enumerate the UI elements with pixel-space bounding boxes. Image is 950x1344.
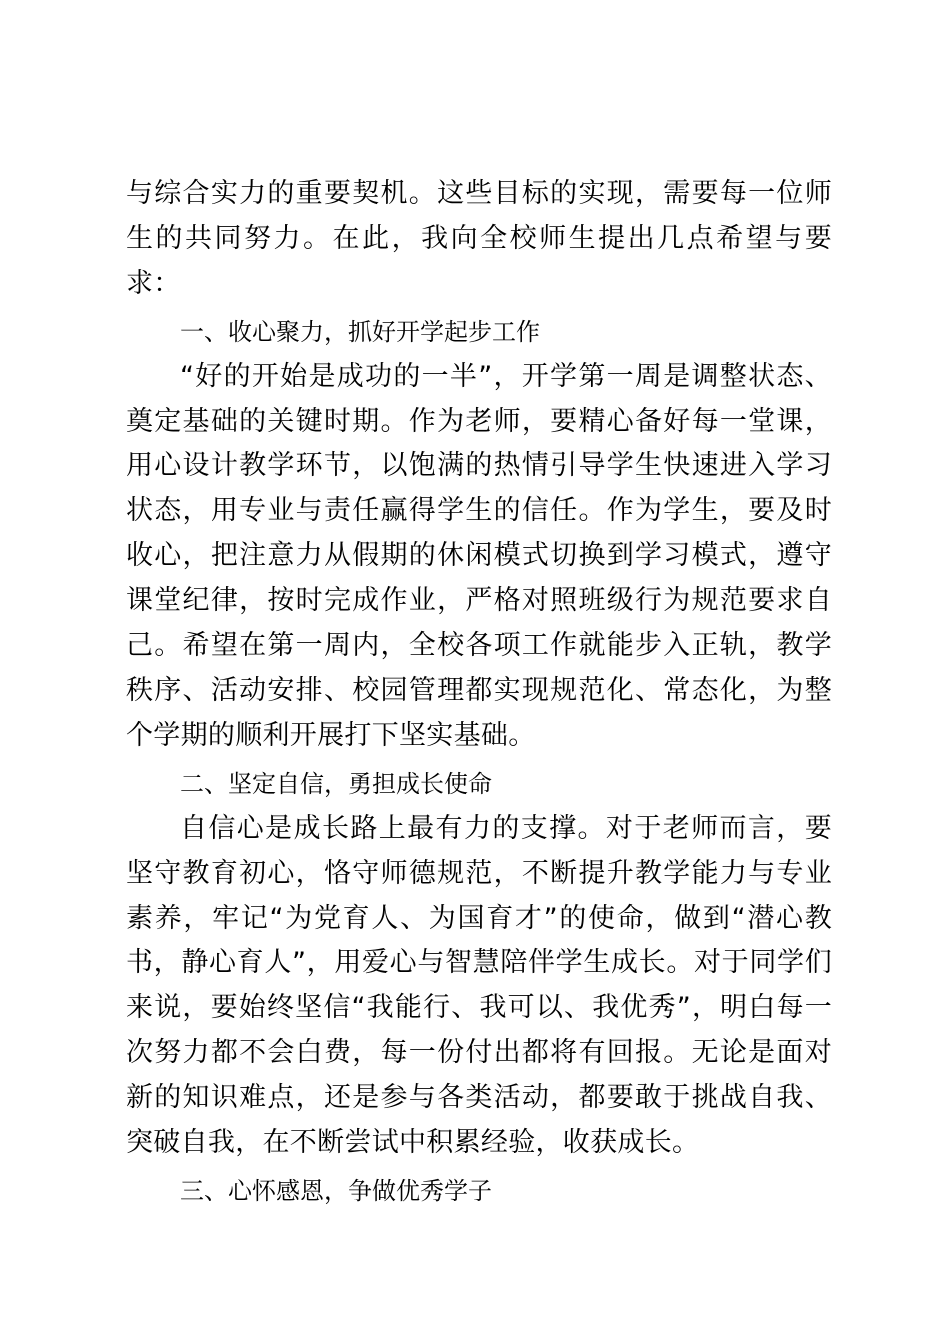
paragraph-intro: 与综合实力的重要契机。这些目标的实现，需要每一位师生的共同努力。在此，我向全校师生提出几点希望与要求：: [126, 178, 832, 299]
section-heading-3: 三、心怀感恩，争做优秀学子: [180, 1176, 492, 1205]
paragraph-section-2: 自信心是成长路上最有力的支撑。对于老师而言，要坚守教育初心，恪守师德规范，不断提升教学能力与专业素养，牢记“为党育人、为国育才”的使命，做到“潜心教书，静心育人”，用爱心与智慧陪伴学生成长。对于同学们来说，要始终坚信“我能行、我可以、我优秀”，明白每一次努力都不会白费，每一份付出都将有回报。无论是面对新的知识难点，还是参与各类活动，都要敢于挑战自我、突破自我，在不断尝试中积累经验，收获成长。: [126, 812, 832, 1159]
section-heading-2: 二、坚定自信，勇担成长使命: [180, 769, 492, 798]
paragraph-section-1: “好的开始是成功的一半”，开学第一周是调整状态、奠定基础的关键时期。作为老师，要精心备好每一堂课，用心设计教学环节，以饱满的热情引导学生快速进入学习状态，用专业与责任赢得学生的信任。作为学生，要及时收心，把注意力从假期的休闲模式切换到学习模式，遵守课堂纪律，按时完成作业，严格对照班级行为规范要求自己。希望在第一周内，全校各项工作就能步入正轨，教学秩序、活动安排、校园管理都实现规范化、常态化，为整个学期的顺利开展打下坚实基础。: [126, 360, 832, 751]
document-body: [126, 172, 832, 1214]
section-heading-1: 一、收心聚力，抓好开学起步工作: [180, 317, 540, 346]
